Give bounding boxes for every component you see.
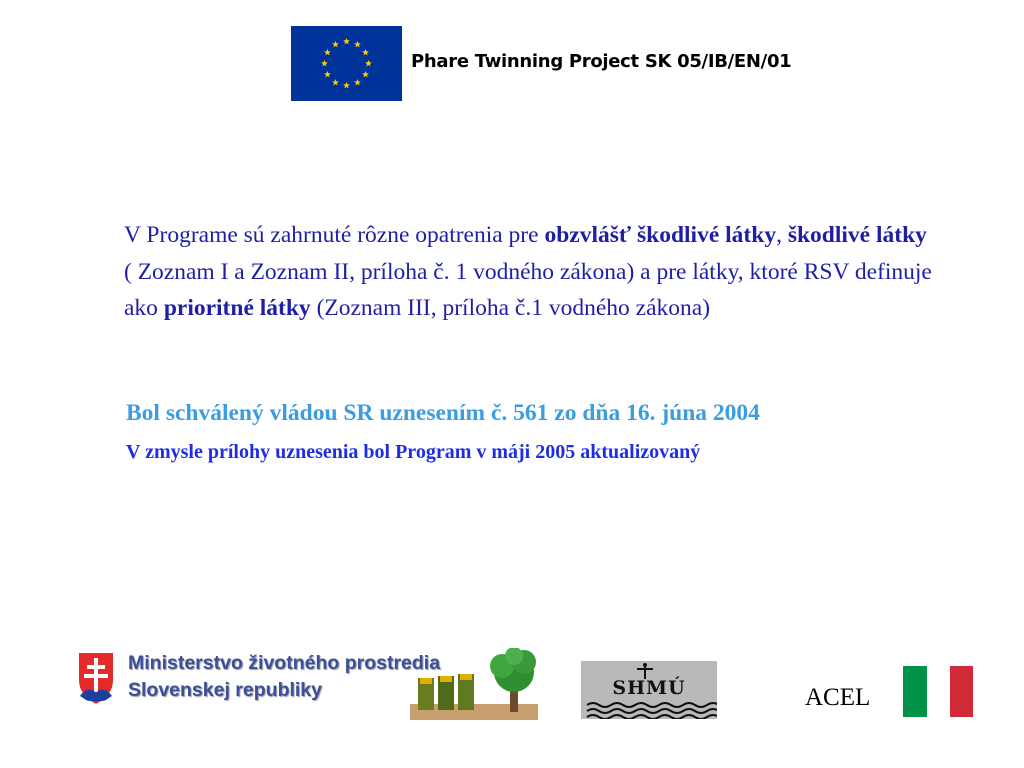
italian-flag-icon bbox=[903, 666, 973, 717]
shmu-label: SHMÚ bbox=[612, 677, 686, 699]
program-description bbox=[124, 217, 934, 327]
eu-flag-icon bbox=[291, 26, 402, 101]
para1-bold-1: obzvlášť škodlivé látky bbox=[544, 222, 777, 248]
eu-star-icon bbox=[321, 60, 328, 67]
para1-text-1: V Programe sú zahrnuté rôzne opatrenia pre bbox=[124, 222, 545, 248]
para1-text-2: , bbox=[776, 222, 788, 248]
para1-text-4: (Zoznam III, príloha č.1 vodného zákona) bbox=[310, 295, 711, 321]
eu-star-icon bbox=[343, 38, 350, 45]
para1-text-3: ( Zoznam I a Zoznam II, príloha č. 1 vodného zákona) a pre látky, ktoré RSV definuje ako bbox=[124, 258, 932, 321]
eu-star-icon bbox=[332, 41, 339, 48]
para1-bold-3: prioritné látky bbox=[163, 295, 311, 321]
italian-flag-green-stripe bbox=[903, 666, 927, 717]
eu-star-icon bbox=[324, 49, 331, 56]
eu-star-icon bbox=[362, 49, 369, 56]
approval-statement: Bol schválený vládou SR uznesením č. 561 zo dňa 16. júna 2004 bbox=[126, 400, 760, 426]
eu-star-icon bbox=[365, 60, 372, 67]
shmu-logo bbox=[581, 661, 717, 719]
para1-bold-2: škodlivé látky bbox=[787, 222, 927, 248]
ministry-name bbox=[128, 650, 440, 704]
italian-flag-red-stripe bbox=[950, 666, 973, 717]
ministry-tree-graphic bbox=[410, 648, 538, 720]
slovak-coat-of-arms-icon bbox=[76, 650, 116, 706]
eu-star-icon bbox=[332, 79, 339, 86]
eu-star-icon bbox=[343, 82, 350, 89]
eu-star-icon bbox=[354, 41, 361, 48]
eu-star-icon bbox=[362, 71, 369, 78]
ministry-name-line2: Slovenskej republiky bbox=[128, 679, 323, 701]
acel-label: ACEL bbox=[805, 684, 871, 711]
eu-star-icon bbox=[324, 71, 331, 78]
italian-flag-white-stripe bbox=[927, 666, 950, 717]
update-statement: V zmysle prílohy uznesenia bol Program v máji 2005 aktualizovaný bbox=[126, 441, 701, 463]
header-title: Phare Twinning Project SK 05/IB/EN/01 bbox=[411, 51, 792, 72]
ministry-logo bbox=[76, 648, 546, 720]
ministry-name-line1: Ministerstvo životného prostredia bbox=[128, 652, 441, 674]
eu-star-icon bbox=[354, 79, 361, 86]
